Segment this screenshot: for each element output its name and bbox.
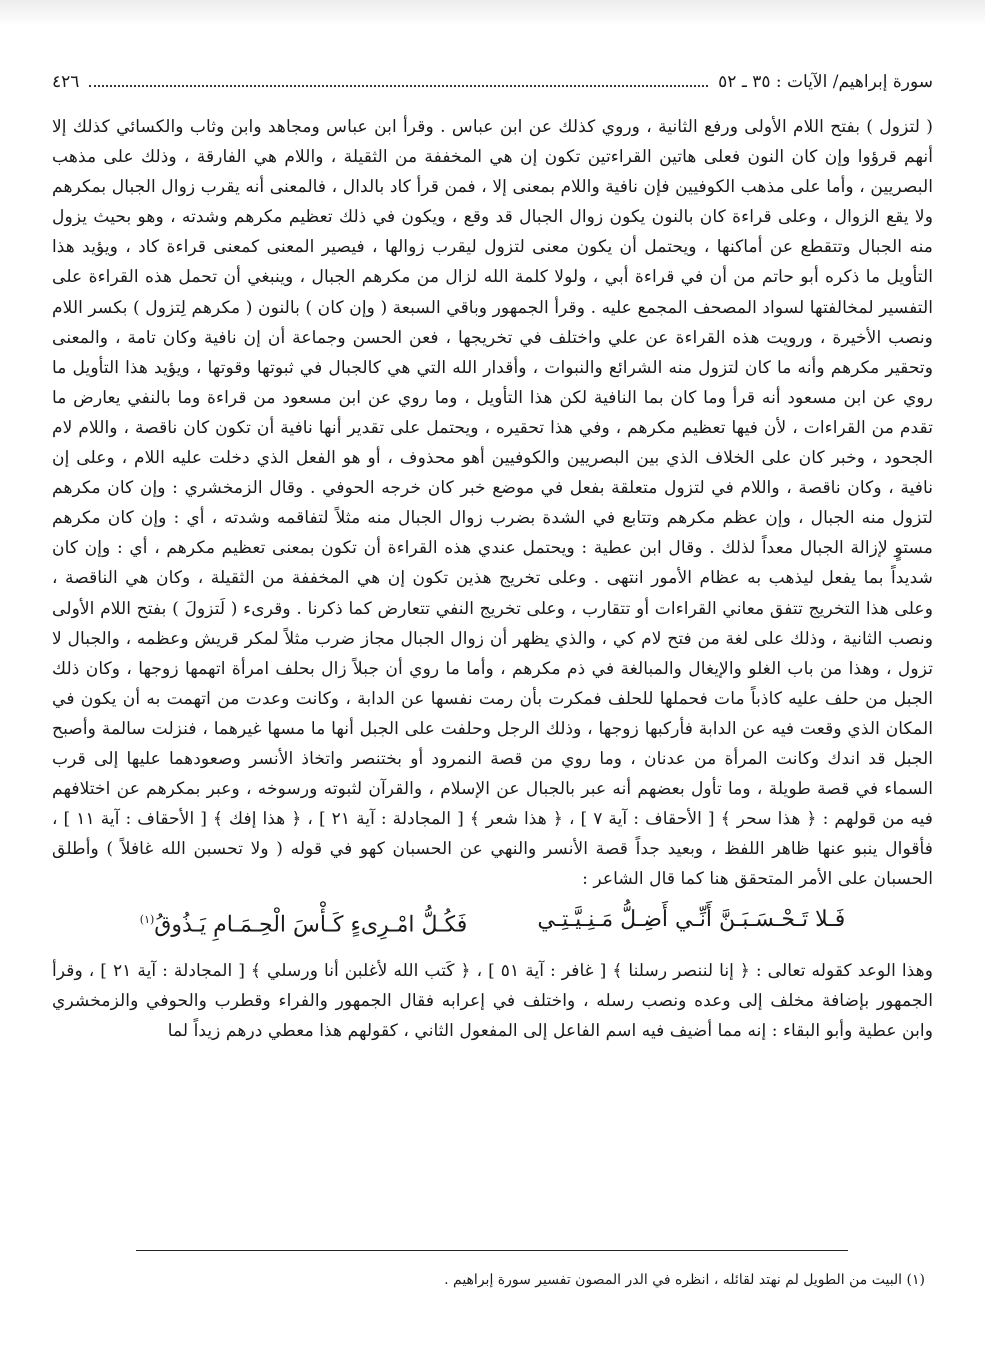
page-number: ٤٢٦ <box>52 72 80 92</box>
footnote-divider <box>136 1250 848 1251</box>
running-title: سورة إبراهيم/ الآيات : ٣٥ ـ ٥٢ <box>718 72 933 92</box>
footnote-reference: (١) <box>139 913 155 927</box>
page-header <box>52 70 933 98</box>
verse-hemistich-second <box>140 900 468 945</box>
footnote-marker: (١) <box>906 1272 925 1288</box>
scan-edge <box>0 0 985 26</box>
header-dot-leader <box>89 85 708 87</box>
footnote-text: البيت من الطويل لم نهتد لقائله ، انظره في الدر المصون تفسير سورة إبراهيم . <box>444 1272 903 1288</box>
verse-hemistich-second-text: فَكُـلُّ امْـرِىءٍ كَـأْسَ الْحِـمَـامِ يَـذُوقُ <box>154 912 468 938</box>
main-text <box>52 112 933 1046</box>
footnote <box>140 1269 925 1291</box>
paragraph-1: ( لتزول ) بفتح اللام الأولى ورفع الثانية ، وروي كذلك عن ابن عباس . وقرأ ابن عباس ومجاهد وابن وثاب والكسائي كذلك إلا أنهم قرؤوا وإن كان النون فعلى هاتين القراءتين تكون إن هي المخففة من الثقيلة ، واللام هي الفارقة ، وذلك على مذهب البصريين ، وأما على مذهب الكوفيين فإن نافية واللام بمعنى إلا ، فمن قرأ كاد بالدال ، فالمعنى أنه يقرب زوال الجبال بمكرهم ولا يقع الزوال ، وعلى قراءة كان بالنون يكون زوال الجبال قد وقع ، ويكون في ذلك تعظيم مكرهم وشدته ، وهو بحيث يزول منه الجبال وتتقطع عن أماكنها ، ويحتمل أن يكون معنى لتزول ليقرب زوالها ، فيصير المعنى كمعنى قراءة كاد ، ويؤيد هذا التأويل ما ذكره أبو حاتم من أن في قراءة أبي ، ولولا كلمة الله لزال من مكرهم الجبال ، وينبغي أن تحمل هذه القراءة على التفسير لمخالفتها لسواد المصحف المجمع عليه . وقرأ الجمهور وباقي السبعة ( وإن كان ) بالنون ( مكرهم لِتزول ) بكسر اللام ونصب الأخيرة ، ورويت هذه القراءة عن علي واختلف في تخريجها ، فعن الحسن وجماعة أن إن نافية وكان تامة ، والمعنى وتحقير مكرهم وأنه ما كان لتزول منه الشرائع والنبوات ، وأقدار الله التي هي كالجبال في ثبوتها وقوتها ، ويؤيد هذا التأويل ما روي عن ابن مسعود أنه قرأ وما كان بما النافية لكن هذا التأويل ، وما روي عن ابن مسعود من قراءة وما بالنفي يعارض ما تقدم من القراءات ، لأن فيها تعظيم مكرهم ، وفي هذا تحقيره ، ويحتمل على تقدير أنها نافية أن تكون كان ناقصة ، واللام لام الجحود ، وخبر كان على الخلاف الذي بين البصريين والكوفيين أهو محذوف ، أو هو الفعل الذي دخلت عليه اللام ، وعلى إن نافية ، وكان ناقصة ، واللام في لتزول متعلقة بفعل في موضع خبر كان خرجه الحوفي . وقال الزمخشري : وإن كان مكرهم لتزول منه الجبال ، وإن عظم مكرهم وتتابع في الشدة بضرب زوال الجبال منه مثلاً لتفاقمه وشدته ، أي : وإن كان مكرهم مستوٍ لإزالة الجبال معداً لذلك . وقال ابن عطية : ويحتمل عندي هذه القراءة أن تكون بمعنى تعظيم مكرهم ، أي : وإن كان شديداً بما يفعل ليذهب به عظام الأمور انتهى . وعلى تخريج هذين تكون إن هي المخففة من الثقيلة ، وكان هي الناقصة ، وعلى هذا التخريج تتفق معاني القراءات أو تتقارب ، وعلى تخريج النفي تتعارض كما ذكرنا . وقرىء ( لَتزولَ ) بفتح اللام الأولى ونصب الثانية ، وذلك على لغة من فتح لام كي ، والذي يظهر أن زوال الجبال مجاز ضرب مثلاً لمكر قريش وعظمه ، والجبال لا تزول ، وهذا من باب الغلو والإيغال والمبالغة في ذم مكرهم ، وأما ما روي أن جبلاً زال بحلف امرأة اتهمها زوجها ، وكان ذلك الجبل من حلف عليه كاذباً مات فحملها للحلف فمكرت بأن رمت نفسها عن الدابة ، وكانت وعدت من اتهمت به أن يكون في المكان الذي وقعت فيه عن الدابة فأركبها زوجها ، وذلك الرجل وحلفت على الجبل أنها ما مسها غيرهما ، فنزلت سالمة وأصبح الجبل قد اندك وكانت المرأة من عدنان ، وما روي من قصة النمرود أو بختنصر واتخاذ الأنسر وصعودهما عليها إلى قرب السماء في قصة طويلة ، وما تأول بعضهم أنه عبر بالجبال عن الإسلام ، والقرآن لثبوته ورسوخه ، وعبر بمكرهم عن اختلافهم فيه من قولهم : ﴿ هذا سحر ﴾ [ الأحقاف : آية ٧ ] ، ﴿ هذا شعر ﴾ [ المجادلة : آية ٢١ ] ، ﴿ هذا إفك ﴾ [ الأحقاف : آية ١١ ] ، فأقوال ينبو عنها ظاهر اللفظ ، وبعيد جداً قصة الأنسر والنهي عن الحسبان كهو في قوله ( ولا تحسبن الله غافلاً ) وأطلق الحسبان على الأمر المتحقق هنا كما قال الشاعر : <box>52 117 933 890</box>
verse-hemistich-first: فَـلا تَـحْـسَـبَـنَّ أَنِّـي أَضِـلُّ مَـنِـيَّـتِـي <box>537 907 846 933</box>
poetry-verse <box>52 900 933 945</box>
paragraph-2: وهذا الوعد كقوله تعالى : ﴿ إنا لننصر رسلنا ﴾ [ غافر : آية ٥١ ] ، ﴿ كَتب الله لأغلبن أنا ورسلي ﴾ [ المجادلة : آية ٢١ ] ، وقرأ الجمهور بإضافة مخلف إلى وعده ونصب رسله ، واختلف في إعرابه فقال الجمهور والفراء وقطرب والحوفي والزمخشري وابن عطية وأبو البقاء : إنه مما أضيف فيه اسم الفاعل إلى المفعول الثاني ، كقولهم هذا معطي درهم زيداً لما <box>52 960 934 1041</box>
